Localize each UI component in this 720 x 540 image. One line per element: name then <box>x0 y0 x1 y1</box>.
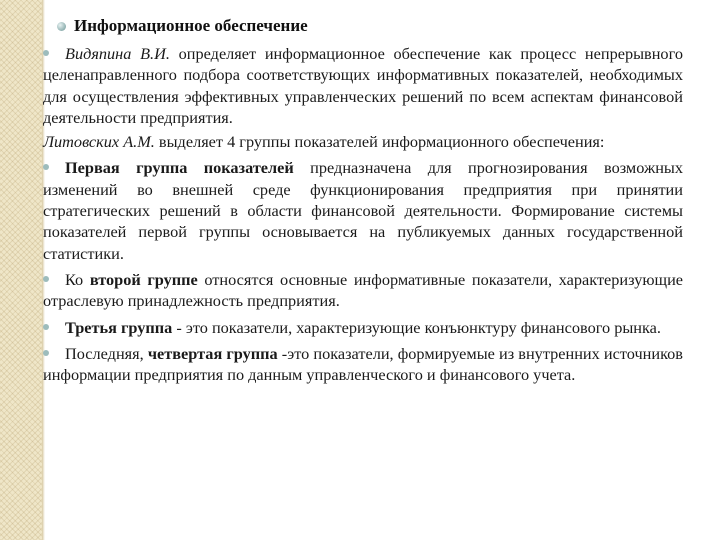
group-name: четвертая группа <box>147 343 278 363</box>
lead-text: Последняя, <box>65 343 148 363</box>
bullet-icon <box>43 276 49 282</box>
bullet-icon <box>43 50 49 56</box>
slide-title: Информационное обеспечение <box>74 16 308 35</box>
slide-title-row <box>57 16 308 36</box>
paragraph-vidyapina <box>43 43 683 128</box>
decorative-side-band <box>0 0 42 540</box>
title-bullet-icon <box>57 22 66 31</box>
paragraph-text: предназначена для прогнозирования возможных изменений во внешней среде функционирования предприятия при принятии стратегических решений в области финансовой деятельности. Формирование системы показателей первой группы основывается на публикуемых данных государственной статистики. <box>43 158 683 263</box>
paragraph-text: выделяет 4 группы показателей информационного обеспечения: <box>154 132 605 152</box>
paragraph-text: определяет информационное обеспечение как процесс непрерывного целенаправленного подбора соответствующих информативных показателей, необходимых для осуществления эффективных управленческих решений по всем аспектам финансовой деятельности предприятия. <box>43 44 683 127</box>
bullet-icon <box>43 350 49 356</box>
bullet-icon <box>43 324 49 330</box>
lead-text: Ко <box>65 269 90 289</box>
paragraph-litovskikh <box>43 131 683 152</box>
group-name: Третья группа <box>65 317 173 337</box>
list-item-fourth-group <box>43 343 683 386</box>
author-name: Видяпина В.И. <box>65 44 170 63</box>
group-name: второй группе <box>89 269 198 289</box>
list-item-second-group <box>43 269 683 312</box>
slide-content <box>43 43 683 385</box>
paragraph-text: относятся основные информативные показатели, характеризующие отраслевую принадлежность предприятия. <box>43 269 684 311</box>
list-item-first-group <box>43 157 683 263</box>
bullet-icon <box>43 164 49 170</box>
paragraph-text: -это показатели, формируемые из внутренних источников информации предприятия по данным управленческого и финансового учета. <box>43 343 683 385</box>
author-name: Литовских А.М. <box>43 132 155 152</box>
group-name: Первая группа показателей <box>65 158 294 178</box>
paragraph-text: - это показатели, характеризующие конъюнктуру финансового рынка. <box>172 317 661 337</box>
list-item-third-group <box>43 317 683 338</box>
